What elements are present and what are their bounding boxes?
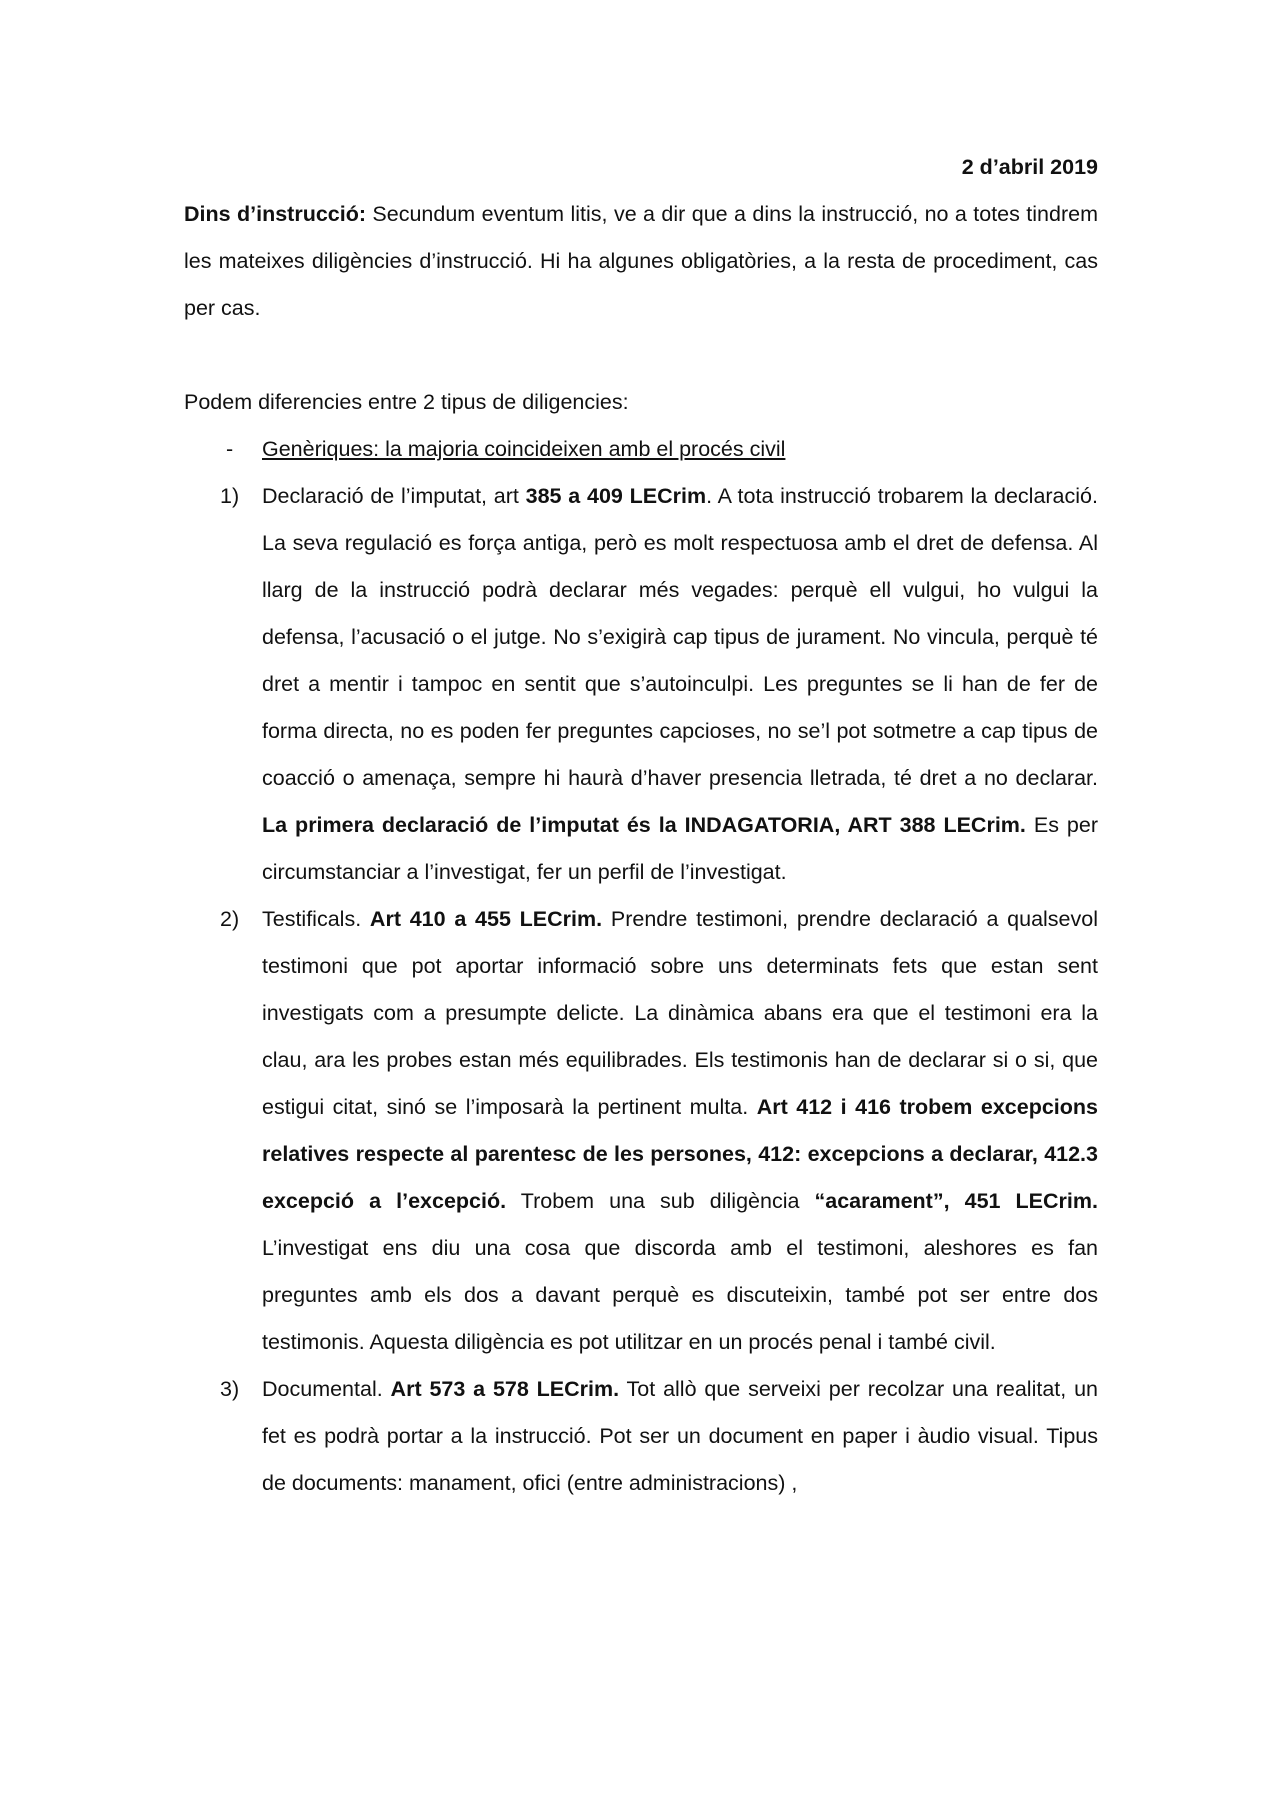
generic-bullet (184, 426, 1098, 473)
types-heading: Podem diferencies entre 2 tipus de diligencies: (184, 390, 629, 414)
intro-lead: Dins d’instrucció: (184, 202, 367, 226)
body-text: L’investigat ens diu una cosa que discorda amb el testimoni, aleshores es fan preguntes amb els dos a davant perquè es discuteixin, també pot ser entre dos testimonis. Aquesta diligència es pot utilitzar en un procés penal i també civil. (262, 1236, 1098, 1354)
numbered-list (184, 473, 1098, 1507)
list-item-body (262, 896, 1098, 1366)
bold-text: Art 412 i 416 trobem excepcions relatives respecte al parentesc de les persones, 412: excepcions a declarar, 412.3 excepció a l’excepció. (262, 1095, 1098, 1213)
body-text: Documental. (262, 1377, 391, 1401)
dash-marker: - (226, 437, 234, 461)
body-text: Es per circumstanciar a l’investigat, fer un perfil de l’investigat. (262, 813, 1098, 884)
list-item-number: 2) (220, 907, 240, 931)
list-item-number: 1) (220, 484, 240, 508)
body-text: Prendre testimoni, prendre declaració a qualsevol testimoni que pot aportar informació sobre uns determinats fets que estan sent investigats com a presumpte delicte. La dinàmica abans era que el testimoni era la clau, ara les probes estan més equilibrades. Els testimonis han de declarar si o si, que estigui citat, sinó se l’imposarà la pertinent multa. (262, 907, 1098, 1119)
body-text: Declaració de l’imputat, art (262, 484, 526, 508)
bold-text: Art 573 a 578 LECrim. (390, 1377, 620, 1401)
bold-text: La primera declaració de l’imputat és la INDAGATORIA, ART 388 LECrim. (262, 813, 1026, 837)
intro-text: Secundum eventum litis, ve a dir que a dins la instrucció, no a totes tindrem les mateixes diligències d’instrucció. Hi ha algunes obligatòries, a la resta de procediment, cas per cas. (184, 202, 1098, 320)
list-item-body (262, 1366, 1098, 1507)
bold-text: 385 a 409 LECrim (525, 484, 707, 508)
body-text: Testificals. (262, 907, 370, 931)
list-item-body (262, 473, 1098, 896)
body-text: Tot allò que serveixi per recolzar una realitat, un fet es podrà portar a la instrucció. Pot ser un document en paper i àudio visual. Tipus de documents: manament, ofici (entre administracions) , (262, 1377, 1098, 1495)
document-content (184, 144, 1098, 1507)
intro-paragraph (184, 191, 1098, 332)
generic-text: Genèriques: la majoria coincideixen amb el procés civil (262, 437, 786, 461)
list-item (184, 473, 1098, 896)
blank-line (184, 332, 1098, 379)
bold-text: “acarament”, 451 LECrim. (814, 1189, 1098, 1213)
body-text: . A tota instrucció trobarem la declaració. La seva regulació es força antiga, però es molt respectuosa amb el dret de defensa. Al llarg de la instrucció podrà declarar més vegades: perquè ell vulgui, ho vulgui la defensa, l’acusació o el jutge. No s’exigirà cap tipus de jurament. No vincula, perquè té dret a mentir i tampoc en sentit que s’autoinculpi. Les preguntes se li han de fer de forma directa, no es poden fer preguntes capcioses, no se’l pot sotmetre a cap tipus de coacció o amenaça, sempre hi haurà d’haver presencia lletrada, té dret a no declarar. (262, 484, 1098, 790)
list-item (184, 1366, 1098, 1507)
document-date: 2 d’abril 2019 (961, 155, 1098, 179)
body-text: Trobem una sub diligència (506, 1189, 815, 1213)
bold-text: Art 410 a 455 LECrim. (369, 907, 603, 931)
list-item-number: 3) (220, 1377, 240, 1401)
list-item (184, 896, 1098, 1366)
